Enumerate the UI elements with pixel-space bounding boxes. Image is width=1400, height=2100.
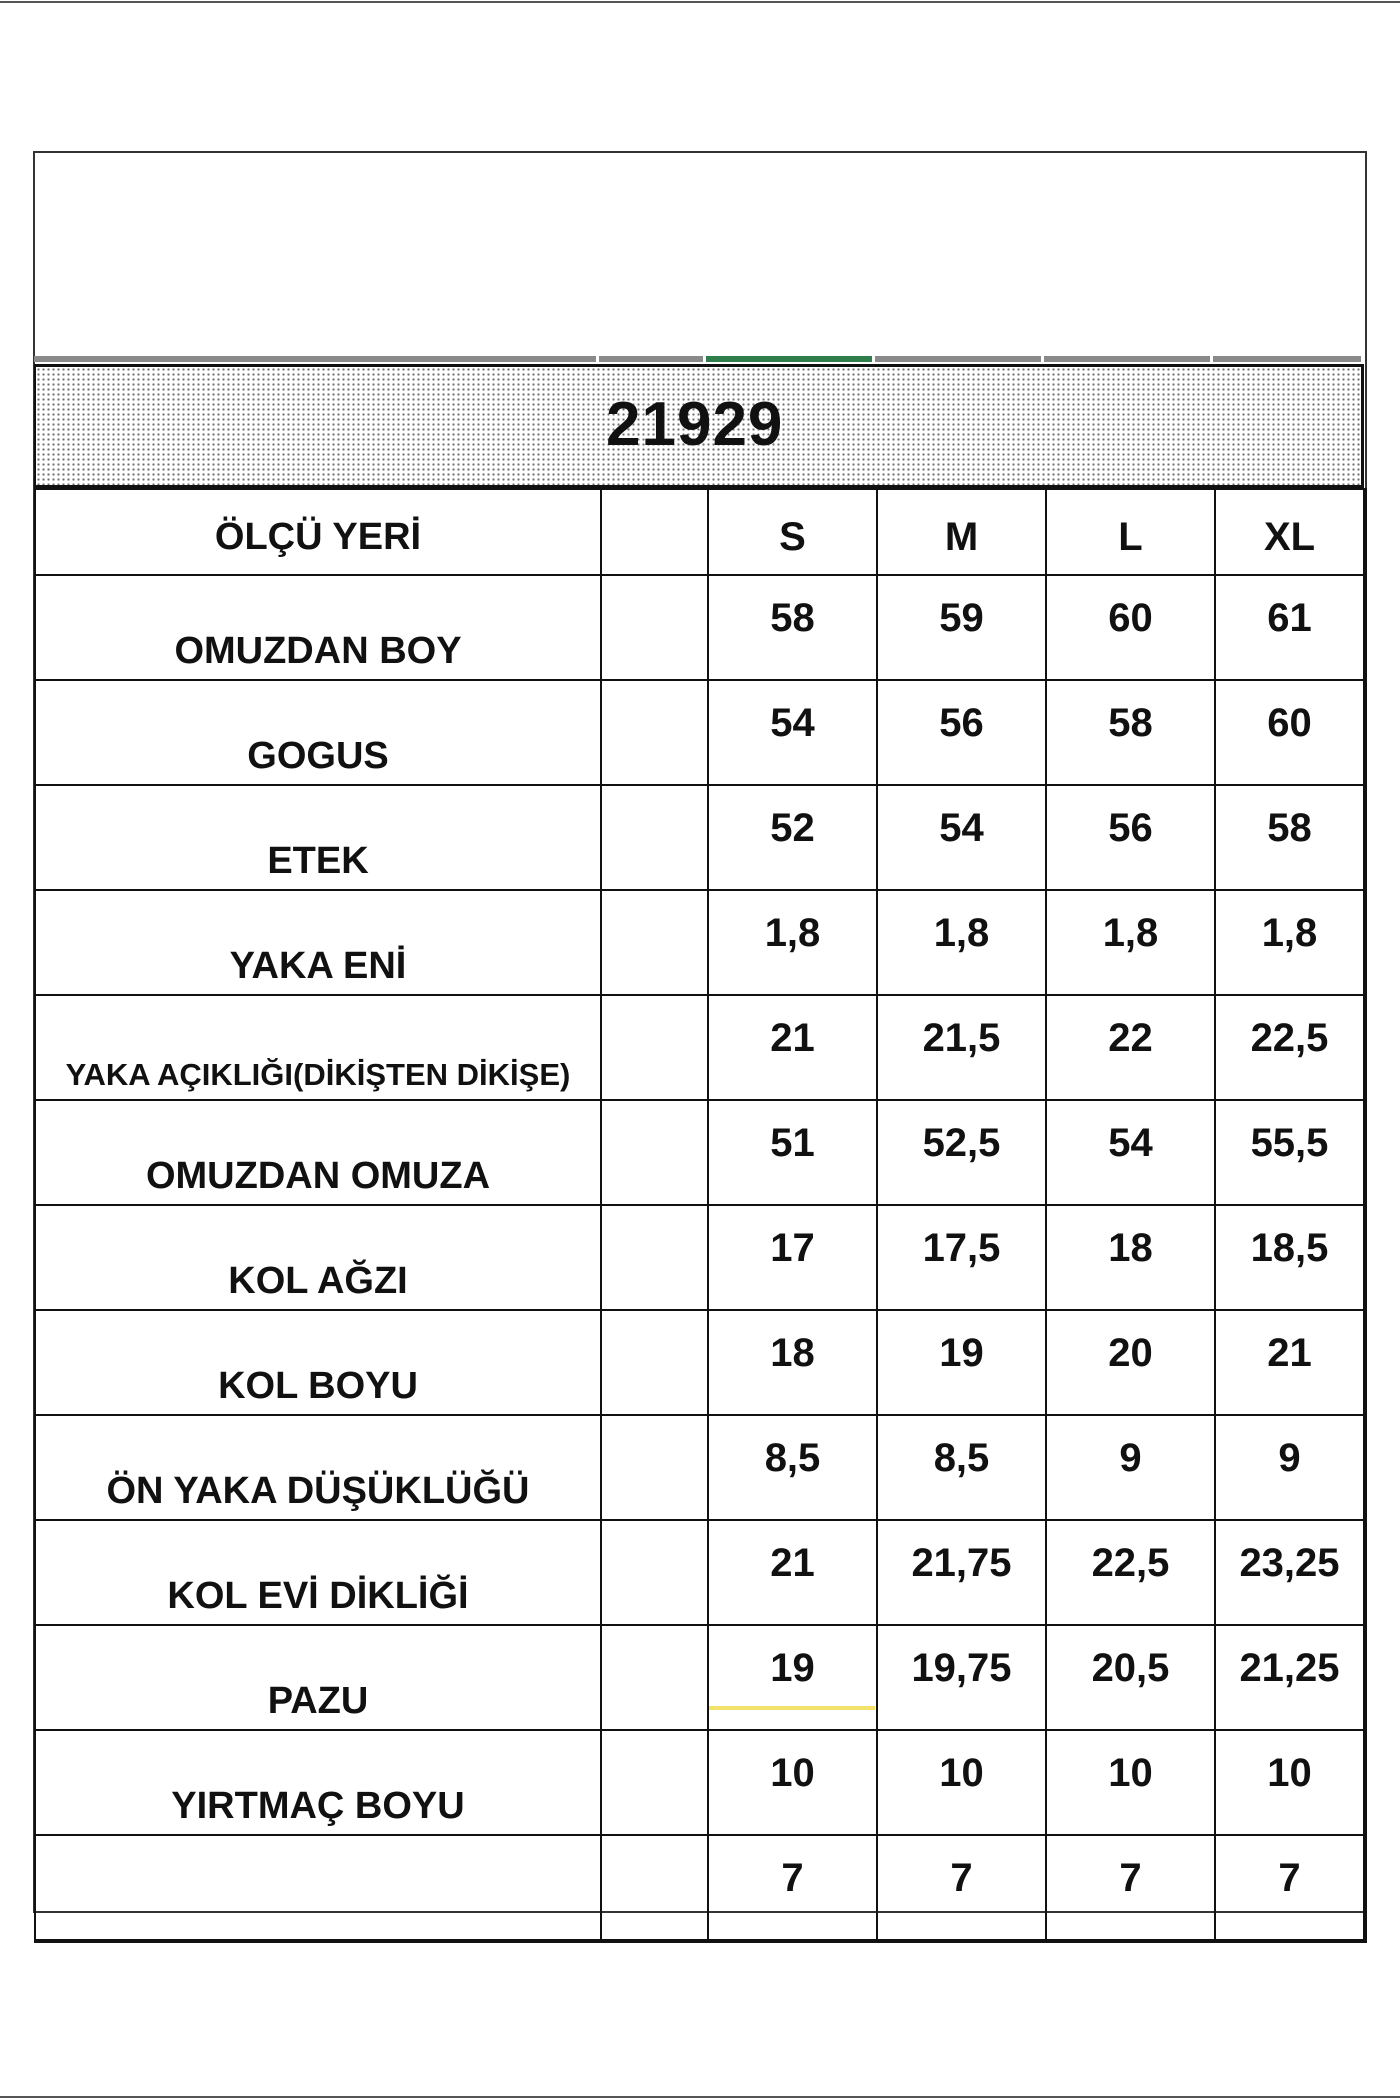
value-cell-size-xl: 61 [1215, 575, 1365, 680]
value-cell-size-l: 22,5 [1046, 1520, 1215, 1625]
blank-cell [601, 1730, 708, 1835]
table-row [35, 1730, 1365, 1835]
value-cell-size-s: 8,5 [708, 1415, 877, 1520]
blank-cell [601, 1415, 708, 1520]
title-band [34, 364, 1364, 488]
value-cell-size-s: 58 [708, 575, 877, 680]
size-table-body [35, 489, 1365, 1941]
selected-column-underline [709, 1706, 875, 1710]
measurement-label: YIRTMAÇ BOYU [35, 1730, 601, 1835]
table-row [35, 1625, 1365, 1730]
table-row [35, 1205, 1365, 1310]
value-cell-size-s: 52 [708, 785, 877, 890]
value-cell-size-l: 10 [1046, 1730, 1215, 1835]
value-cell-size-s: 19 [708, 1625, 877, 1730]
strip-segment [34, 356, 596, 362]
value-cell-size-m: 56 [877, 680, 1046, 785]
value-cell-size-s: 54 [708, 680, 877, 785]
value-cell-size-l: 1,8 [1046, 890, 1215, 995]
value-cell-size-l: 60 [1046, 575, 1215, 680]
column-header-blank [601, 489, 708, 575]
value-cell-size-xl: 22,5 [1215, 995, 1365, 1100]
value-cell-size-xl: 23,25 [1215, 1520, 1365, 1625]
value-cell-size-xl: 1,8 [1215, 890, 1365, 995]
value-cell-size-l: 20 [1046, 1310, 1215, 1415]
value-cell-size-m: 17,5 [877, 1205, 1046, 1310]
value-cell-size-l: 56 [1046, 785, 1215, 890]
value-cell-size-m: 54 [877, 785, 1046, 890]
value-cell-size-s: 10 [708, 1730, 877, 1835]
measurement-label: ÖN YAKA DÜŞÜKLÜĞÜ [35, 1415, 601, 1520]
value-cell-size-s: 21 [708, 995, 877, 1100]
measurement-label: KOL AĞZI [35, 1205, 601, 1310]
strip-segment-selected [706, 356, 872, 362]
measurement-label: KOL EVİ DİKLİĞİ [35, 1520, 601, 1625]
blank-cell [601, 785, 708, 890]
value-cell-size-m: 1,8 [877, 890, 1046, 995]
blank-cell [601, 575, 708, 680]
column-header-size-s: S [708, 489, 877, 575]
blank-cell [601, 1520, 708, 1625]
table-row [35, 1100, 1365, 1205]
value-cell-size-l: 7 [1046, 1835, 1215, 1941]
value-cell-size-m: 21,75 [877, 1520, 1046, 1625]
blank-cell [601, 680, 708, 785]
measurement-label: OMUZDAN BOY [35, 575, 601, 680]
value-cell-size-l: 9 [1046, 1415, 1215, 1520]
table-row [35, 1835, 1365, 1941]
value-cell-size-xl: 9 [1215, 1415, 1365, 1520]
column-header-size-m: M [877, 489, 1046, 575]
value-cell-size-xl: 18,5 [1215, 1205, 1365, 1310]
model-number: 21929 [606, 390, 784, 459]
value-cell-size-m: 10 [877, 1730, 1046, 1835]
value-cell-size-m: 8,5 [877, 1415, 1046, 1520]
table-row [35, 1415, 1365, 1520]
value-cell-size-s: 7 [708, 1835, 877, 1941]
size-table [34, 488, 1367, 1943]
measurement-label: ETEK [35, 785, 601, 890]
column-header-strip [34, 356, 1364, 364]
value-cell-size-xl: 55,5 [1215, 1100, 1365, 1205]
table-row [35, 890, 1365, 995]
value-cell-size-s: 51 [708, 1100, 877, 1205]
value-cell-size-m: 19,75 [877, 1625, 1046, 1730]
value-cell-size-l: 58 [1046, 680, 1215, 785]
size-chart-sheet [34, 356, 1364, 1943]
measurement-label: KOL BOYU [35, 1310, 601, 1415]
value-cell-size-xl: 60 [1215, 680, 1365, 785]
column-header-size-xl: XL [1215, 489, 1365, 575]
table-row [35, 680, 1365, 785]
value-cell-size-xl: 7 [1215, 1835, 1365, 1941]
table-row [35, 785, 1365, 890]
table-row [35, 1520, 1365, 1625]
blank-cell [601, 1100, 708, 1205]
value-cell-size-xl: 21 [1215, 1310, 1365, 1415]
column-header-size-l: L [1046, 489, 1215, 575]
value-cell-size-l: 22 [1046, 995, 1215, 1100]
page-top-rule [0, 1, 1400, 3]
strip-segment [875, 356, 1041, 362]
strip-segment [1044, 356, 1210, 362]
strip-segment [599, 356, 703, 362]
value-cell-size-s: 17 [708, 1205, 877, 1310]
measurement-label: PAZU [35, 1625, 601, 1730]
value-cell-size-m: 21,5 [877, 995, 1046, 1100]
table-row [35, 1310, 1365, 1415]
strip-segment [1213, 356, 1361, 362]
table-row [35, 995, 1365, 1100]
blank-cell [601, 1205, 708, 1310]
measurement-label [35, 1835, 601, 1941]
value-cell-size-l: 20,5 [1046, 1625, 1215, 1730]
value-cell-size-s: 18 [708, 1310, 877, 1415]
measurement-label: GOGUS [35, 680, 601, 785]
value-cell-size-s: 1,8 [708, 890, 877, 995]
value-cell-size-xl: 58 [1215, 785, 1365, 890]
measurement-label: YAKA AÇIKLIĞI(DİKİŞTEN DİKİŞE) [35, 995, 601, 1100]
value-cell-size-m: 52,5 [877, 1100, 1046, 1205]
measurement-label: YAKA ENİ [35, 890, 601, 995]
table-row [35, 575, 1365, 680]
value-cell-size-m: 59 [877, 575, 1046, 680]
value-cell-size-s: 21 [708, 1520, 877, 1625]
value-cell-size-l: 54 [1046, 1100, 1215, 1205]
blank-cell [601, 890, 708, 995]
blank-cell [601, 1835, 708, 1941]
value-cell-size-xl: 10 [1215, 1730, 1365, 1835]
column-header-measurement: ÖLÇÜ YERİ [35, 489, 601, 575]
measurement-label: OMUZDAN OMUZA [35, 1100, 601, 1205]
table-header-row [35, 489, 1365, 575]
page-bottom-rule [0, 2096, 1400, 2098]
value-cell-size-m: 7 [877, 1835, 1046, 1941]
value-cell-size-l: 18 [1046, 1205, 1215, 1310]
blank-cell [601, 995, 708, 1100]
blank-cell [601, 1625, 708, 1730]
blank-cell [601, 1310, 708, 1415]
value-cell-size-xl: 21,25 [1215, 1625, 1365, 1730]
value-cell-size-m: 19 [877, 1310, 1046, 1415]
